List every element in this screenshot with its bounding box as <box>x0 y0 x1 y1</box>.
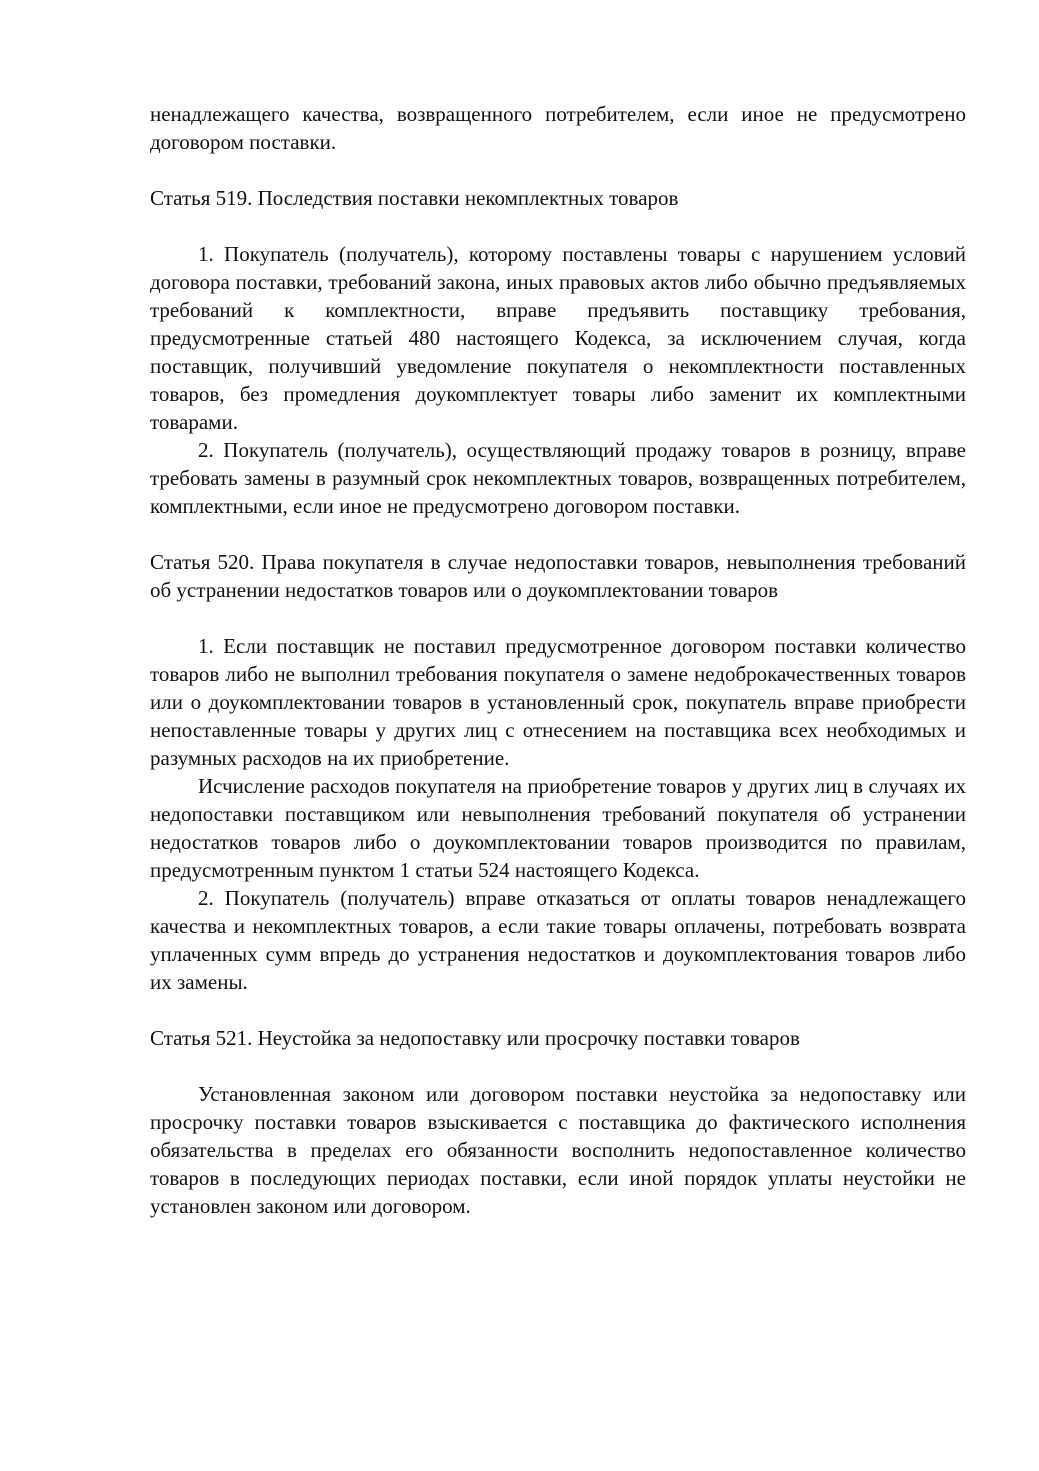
spacer <box>150 520 966 548</box>
spacer <box>150 1052 966 1080</box>
article-519-paragraph-1: 1. Покупатель (получатель), которому поставлены товары с нарушением условий договора поставки, требований закона, иных правовых актов либо обычно предъявляемых требований к комплектности, вправе предъявить поставщику требования, предусмотренные статьей 480 настоящего Кодекса, за исключением случая, когда поставщик, получивший уведомление покупателя о некомплектности поставленных товаров, без промедления доукомплектует товары либо заменит их комплектными товарами. <box>150 242 966 434</box>
spacer <box>150 996 966 1024</box>
article-521-heading: Статья 521. Неустойка за недопоставку или просрочку поставки товаров <box>150 1026 800 1050</box>
article-520-paragraph-2: Исчисление расходов покупателя на приобретение товаров у других лиц в случаях их недопоставки поставщиком или невыполнения требований покупателя об устранении недостатков товаров либо о доукомплектовании товаров производится по правилам, предусмотренным пунктом 1 статьи 524 настоящего Кодекса. <box>150 774 966 882</box>
document-page <box>150 100 966 1220</box>
article-520-heading: Статья 520. Права покупателя в случае недопоставки товаров, невыполнения требований об устранении недостатков товаров или о доукомплектовании товаров <box>150 550 966 602</box>
article-521-paragraph-1: Установленная законом или договором поставки неустойка за недопоставку или просрочку поставки товаров взыскивается с поставщика до фактического исполнения обязательства в пределах его обязанности восполнить недопоставленное количество товаров в последующих периодах поставки, если иной порядок уплаты неустойки не установлен законом или договором. <box>150 1082 966 1218</box>
spacer <box>150 212 966 240</box>
article-519-paragraph-2: 2. Покупатель (получатель), осуществляющий продажу товаров в розницу, вправе требовать замены в разумный срок некомплектных товаров, возвращенных потребителем, комплектными, если иное не предусмотрено договором поставки. <box>150 438 966 518</box>
spacer <box>150 604 966 632</box>
article-519-heading: Статья 519. Последствия поставки некомплектных товаров <box>150 186 679 210</box>
spacer <box>150 156 966 184</box>
intro-paragraph: ненадлежащего качества, возвращенного потребителем, если иное не предусмотрено договором поставки. <box>150 102 966 154</box>
article-520-paragraph-3: 2. Покупатель (получатель) вправе отказаться от оплаты товаров ненадлежащего качества и некомплектных товаров, а если такие товары оплачены, потребовать возврата уплаченных сумм впредь до устранения недостатков и доукомплектования товаров либо их замены. <box>150 886 966 994</box>
article-520-paragraph-1: 1. Если поставщик не поставил предусмотренное договором поставки количество товаров либо не выполнил требования покупателя о замене недоброкачественных товаров или о доукомплектовании товаров в установленный срок, покупатель вправе приобрести непоставленные товары у других лиц с отнесением на поставщика всех необходимых и разумных расходов на их приобретение. <box>150 634 966 770</box>
